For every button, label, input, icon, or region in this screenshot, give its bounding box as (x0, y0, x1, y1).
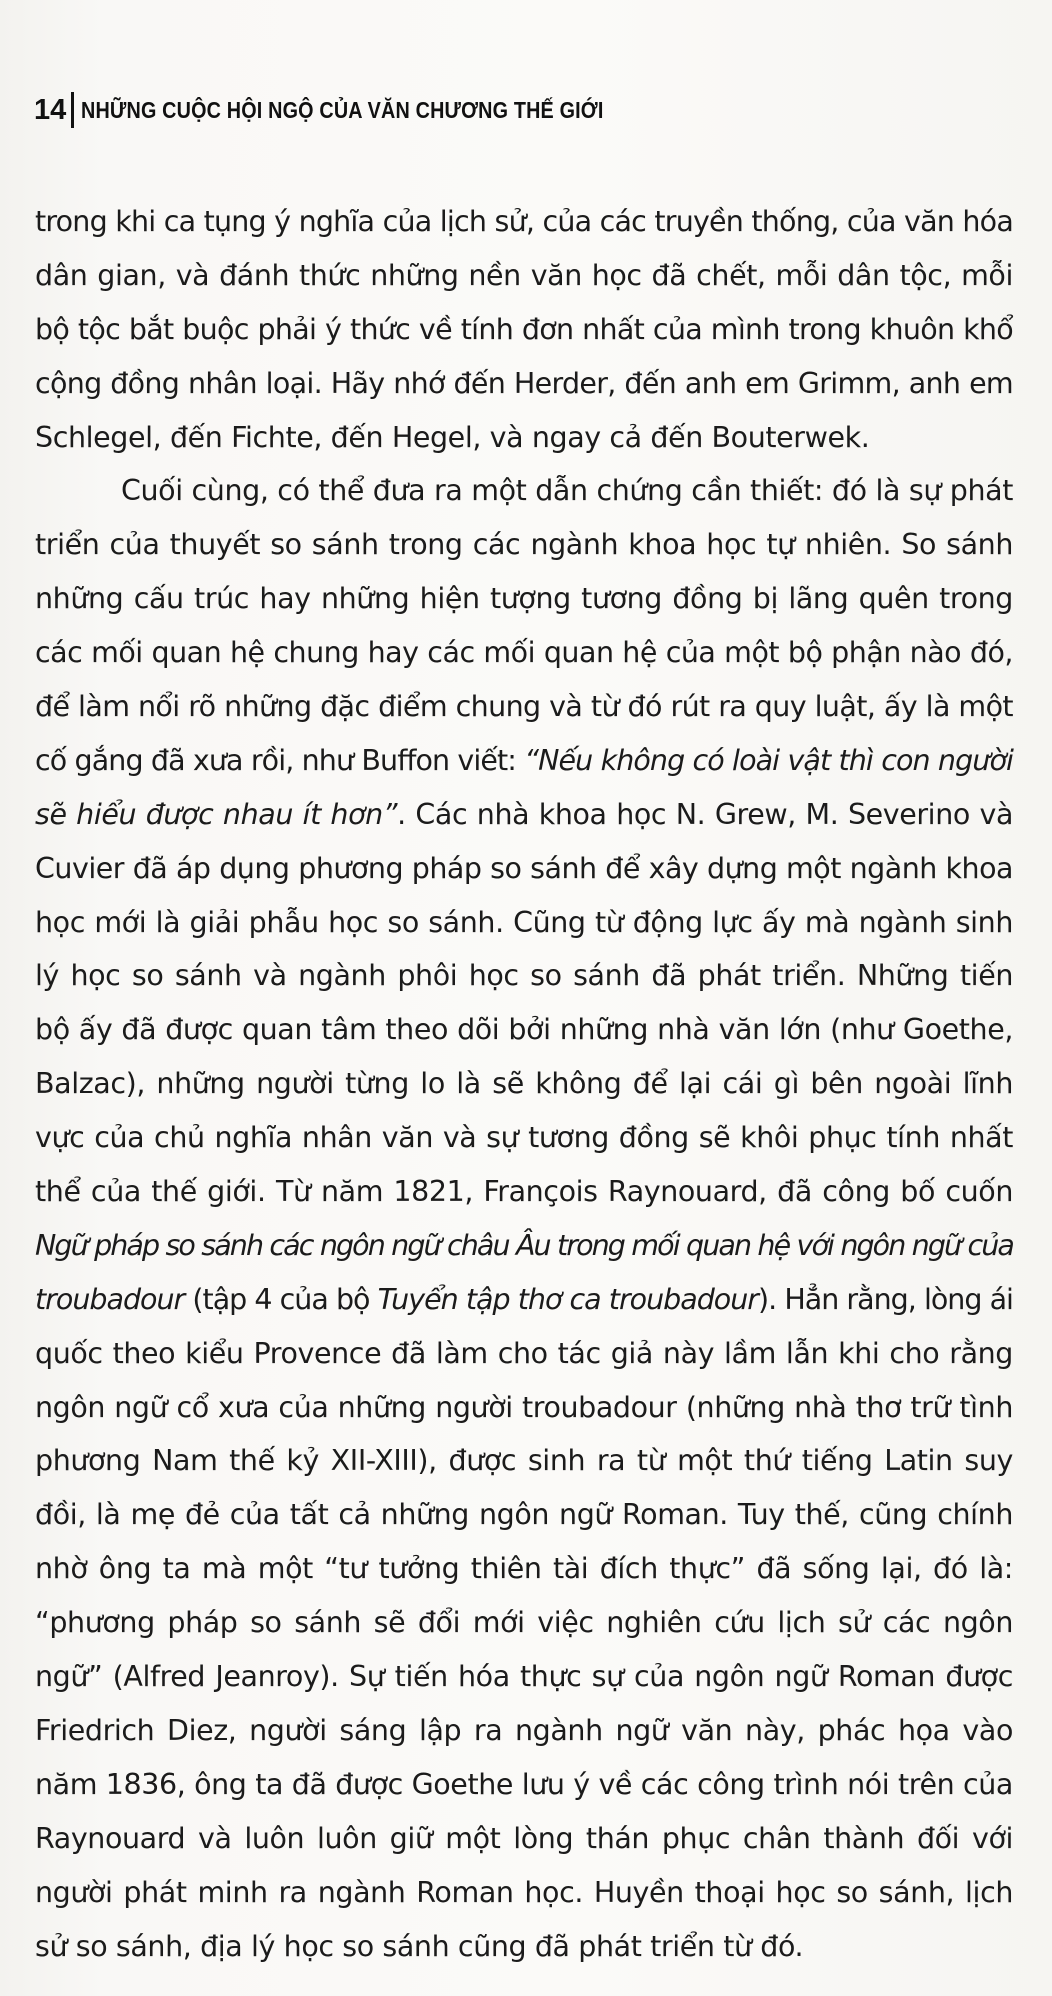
text-line: đồi, là mẹ đẻ của tất cả những ngôn ngữ Roman. Tuy thế, cũng chính (35, 1498, 1013, 1532)
text-line: bộ ấy đã được quan tâm theo dõi bởi những nhà văn lớn (như Goethe, (35, 1013, 1013, 1047)
text-line: bộ tộc bắt buộc phải ý thức về tính đơn nhất của mình trong khuôn khổ (35, 312, 1013, 346)
text-line: người phát minh ra ngành Roman học. Huyền thoại học so sánh, lịch (35, 1875, 1013, 1909)
running-header (34, 92, 689, 128)
text-line: thể của thế giới. Từ năm 1821, François Raynouard, đã công bố cuốn (35, 1175, 1013, 1209)
text-line: Cuvier đã áp dụng phương pháp so sánh để xây dựng một ngành khoa (35, 851, 1013, 885)
text-line: lý học so sánh và ngành phôi học so sánh đã phát triển. Những tiến (35, 959, 1013, 993)
anthology-title: Tuyển tập thơ ca troubadour (377, 1282, 759, 1316)
text-line: vực của chủ nghĩa nhân văn và sự tương đồng sẽ khôi phục tính nhất (35, 1121, 1013, 1155)
book-title-end: troubadour (35, 1282, 185, 1316)
text-line: Cuối cùng, có thể đưa ra một dẫn chứng cần thiết: đó là sự phát (121, 474, 1013, 508)
page-number: 14 (34, 93, 67, 126)
text-line: Friedrich Diez, người sáng lập ra ngành ngữ văn này, phác họa vào (35, 1713, 1013, 1747)
text-line: “phương pháp so sánh sẽ đổi mới việc nghiên cứu lịch sử các ngôn (35, 1606, 1013, 1640)
text-line: troubadour (tập 4 của bộ Tuyển tập thơ ca troubadour). Hẳn rằng, lòng ái (35, 1282, 1013, 1316)
header-divider (71, 92, 74, 128)
text-line: cộng đồng nhân loại. Hãy nhớ đến Herder, đến anh em Grimm, anh em (35, 366, 1013, 400)
text-line: sử so sánh, địa lý học so sánh cũng đã phát triển từ đó. (35, 1929, 804, 1963)
buffon-quote-end: sẽ hiểu được nhau ít hơn” (35, 797, 398, 831)
text-line: trong khi ca tụng ý nghĩa của lịch sử, của các truyền thống, của văn hóa (35, 205, 1013, 238)
running-title: NHỮNG CUỘC HỘI NGỘ CỦA VĂN CHƯƠNG THẾ GIỚI (81, 96, 604, 123)
book-title-line: Ngữ pháp so sánh các ngôn ngữ châu Âu trong mối quan hệ với ngôn ngữ của (35, 1228, 1013, 1262)
text-line: nhờ ông ta mà một “tư tưởng thiên tài đích thực” đã sống lại, đó là: (35, 1552, 1013, 1586)
text-line: triển của thuyết so sánh trong các ngành khoa học tự nhiên. So sánh (35, 528, 1013, 562)
text-line: năm 1836, ông ta đã được Goethe lưu ý về các công trình nói trên của (35, 1767, 1013, 1801)
text-line: các mối quan hệ chung hay các mối quan hệ của một bộ phận nào đó, (35, 636, 1013, 670)
text-line: để làm nổi rõ những đặc điểm chung và từ đó rút ra quy luật, ấy là một (35, 690, 1013, 724)
text-line: sẽ hiểu được nhau ít hơn”. Các nhà khoa học N. Grew, M. Severino và (35, 797, 1014, 831)
text-line: Balzac), những người từng lo là sẽ không để lại cái gì bên ngoài lĩnh (35, 1067, 1013, 1101)
text-line: ngôn ngữ cổ xưa của những người troubadour (những nhà thơ trữ tình (35, 1390, 1013, 1424)
text-line: Schlegel, đến Fichte, đến Hegel, và ngay cả đến Bouterwek. (35, 420, 870, 454)
text-line: quốc theo kiểu Provence đã làm cho tác giả này lầm lẫn khi cho rằng (35, 1336, 1013, 1370)
text-line: những cấu trúc hay những hiện tượng tương đồng bị lãng quên trong (35, 582, 1013, 616)
text-line: cố gắng đã xưa rồi, như Buffon viết: “Nếu không có loài vật thì con người (35, 743, 1013, 777)
text-line: phương Nam thế kỷ XII-XIII), được sinh ra từ một thứ tiếng Latin suy (35, 1444, 1013, 1478)
text-line: dân gian, và đánh thức những nền văn học đã chết, mỗi dân tộc, mỗi (35, 258, 1013, 292)
text-line: học mới là giải phẫu học so sánh. Cũng từ động lực ấy mà ngành sinh (35, 905, 1013, 939)
buffon-quote: “Nếu không có loài vật thì con người (524, 743, 1013, 777)
text-line: ngữ” (Alfred Jeanroy). Sự tiến hóa thực sự của ngôn ngữ Roman được (35, 1660, 1013, 1694)
body-text (35, 195, 1013, 1973)
text-line: Raynouard và luôn luôn giữ một lòng thán phục chân thành đối với (35, 1821, 1013, 1855)
